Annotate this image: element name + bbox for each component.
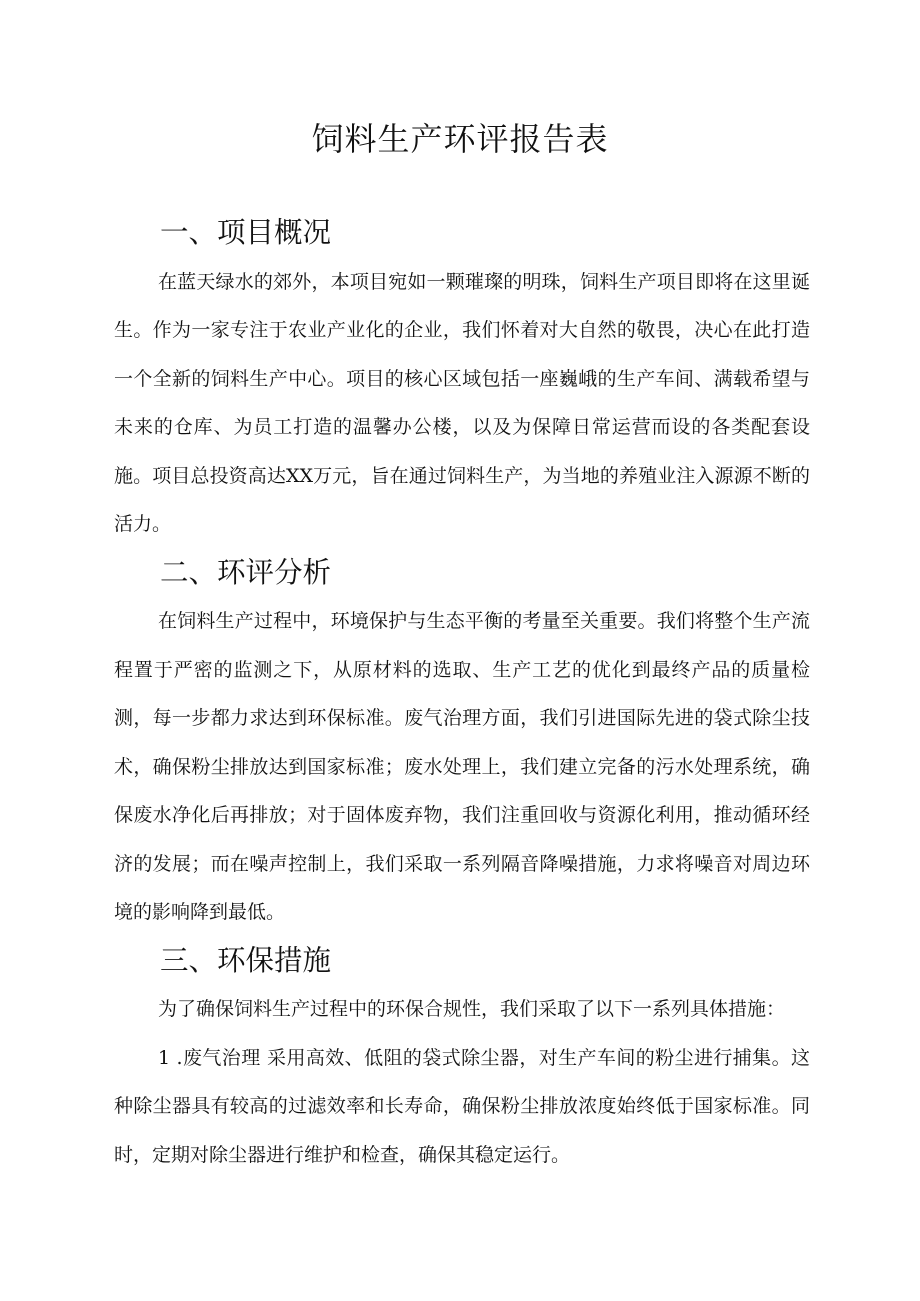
document-title: 饲料生产环评报告表 bbox=[311, 120, 609, 158]
section-heading-overview: 一、项目概况 bbox=[160, 216, 332, 249]
analysis-paragraph: 在饲料生产过程中，环境保护与生态平衡的考量至关重要。我们将整个生产流程置于严密的监测之下，从原材料的选取、生产工艺的优化到最终产品的质量检测，每一步都力求达到环保标准。废气治理方面，我们引进国际先进的袋式除尘技术，确保粉尘排放达到国家标准；废水处理上，我们建立完备的污水处理系统，确保废水净化后再排放；对于固体废弃物，我们注重回收与资源化利用，推动循环经济的发展；而在噪声控制上，我们采取一系列隔音降噪措施，力求将噪音对周边环境的影响降到最低。 bbox=[114, 610, 810, 923]
section-heading-analysis: 二、环评分析 bbox=[160, 555, 332, 589]
measures-intro-paragraph: 为了确保饲料生产过程中的环保合规性，我们采取了以下一系列具体措施： bbox=[158, 998, 786, 1020]
overview-paragraph: 在蓝天绿水的郊外，本项目宛如一颗璀璨的明珠，饲料生产项目即将在这里诞生。作为一家专注于农业产业化的企业，我们怀着对大自然的敬畏，决心在此打造一个全新的饲料生产中心。项目的核心区域包括一座巍峨的生产车间、满载希望与未来的仓库、为员工打造的温馨办公楼，以及为保障日常运营而设的各类配套设施。项目总投资高达XX万元，旨在通过饲料生产，为当地的养殖业注入源源不断的活力。 bbox=[114, 270, 810, 535]
document-body bbox=[114, 209, 810, 1179]
section-heading-measures: 三、环保措施 bbox=[160, 943, 332, 977]
measures-item-paragraph: 1 .废气治理 采用高效、低阻的袋式除尘器，对生产车间的粉尘进行捕集。这种除尘器具有较高的过滤效率和长寿命，确保粉尘排放浓度始终低于国家标准。同时，定期对除尘器进行维护和检查，确保其稳定运行。 bbox=[114, 1046, 810, 1166]
